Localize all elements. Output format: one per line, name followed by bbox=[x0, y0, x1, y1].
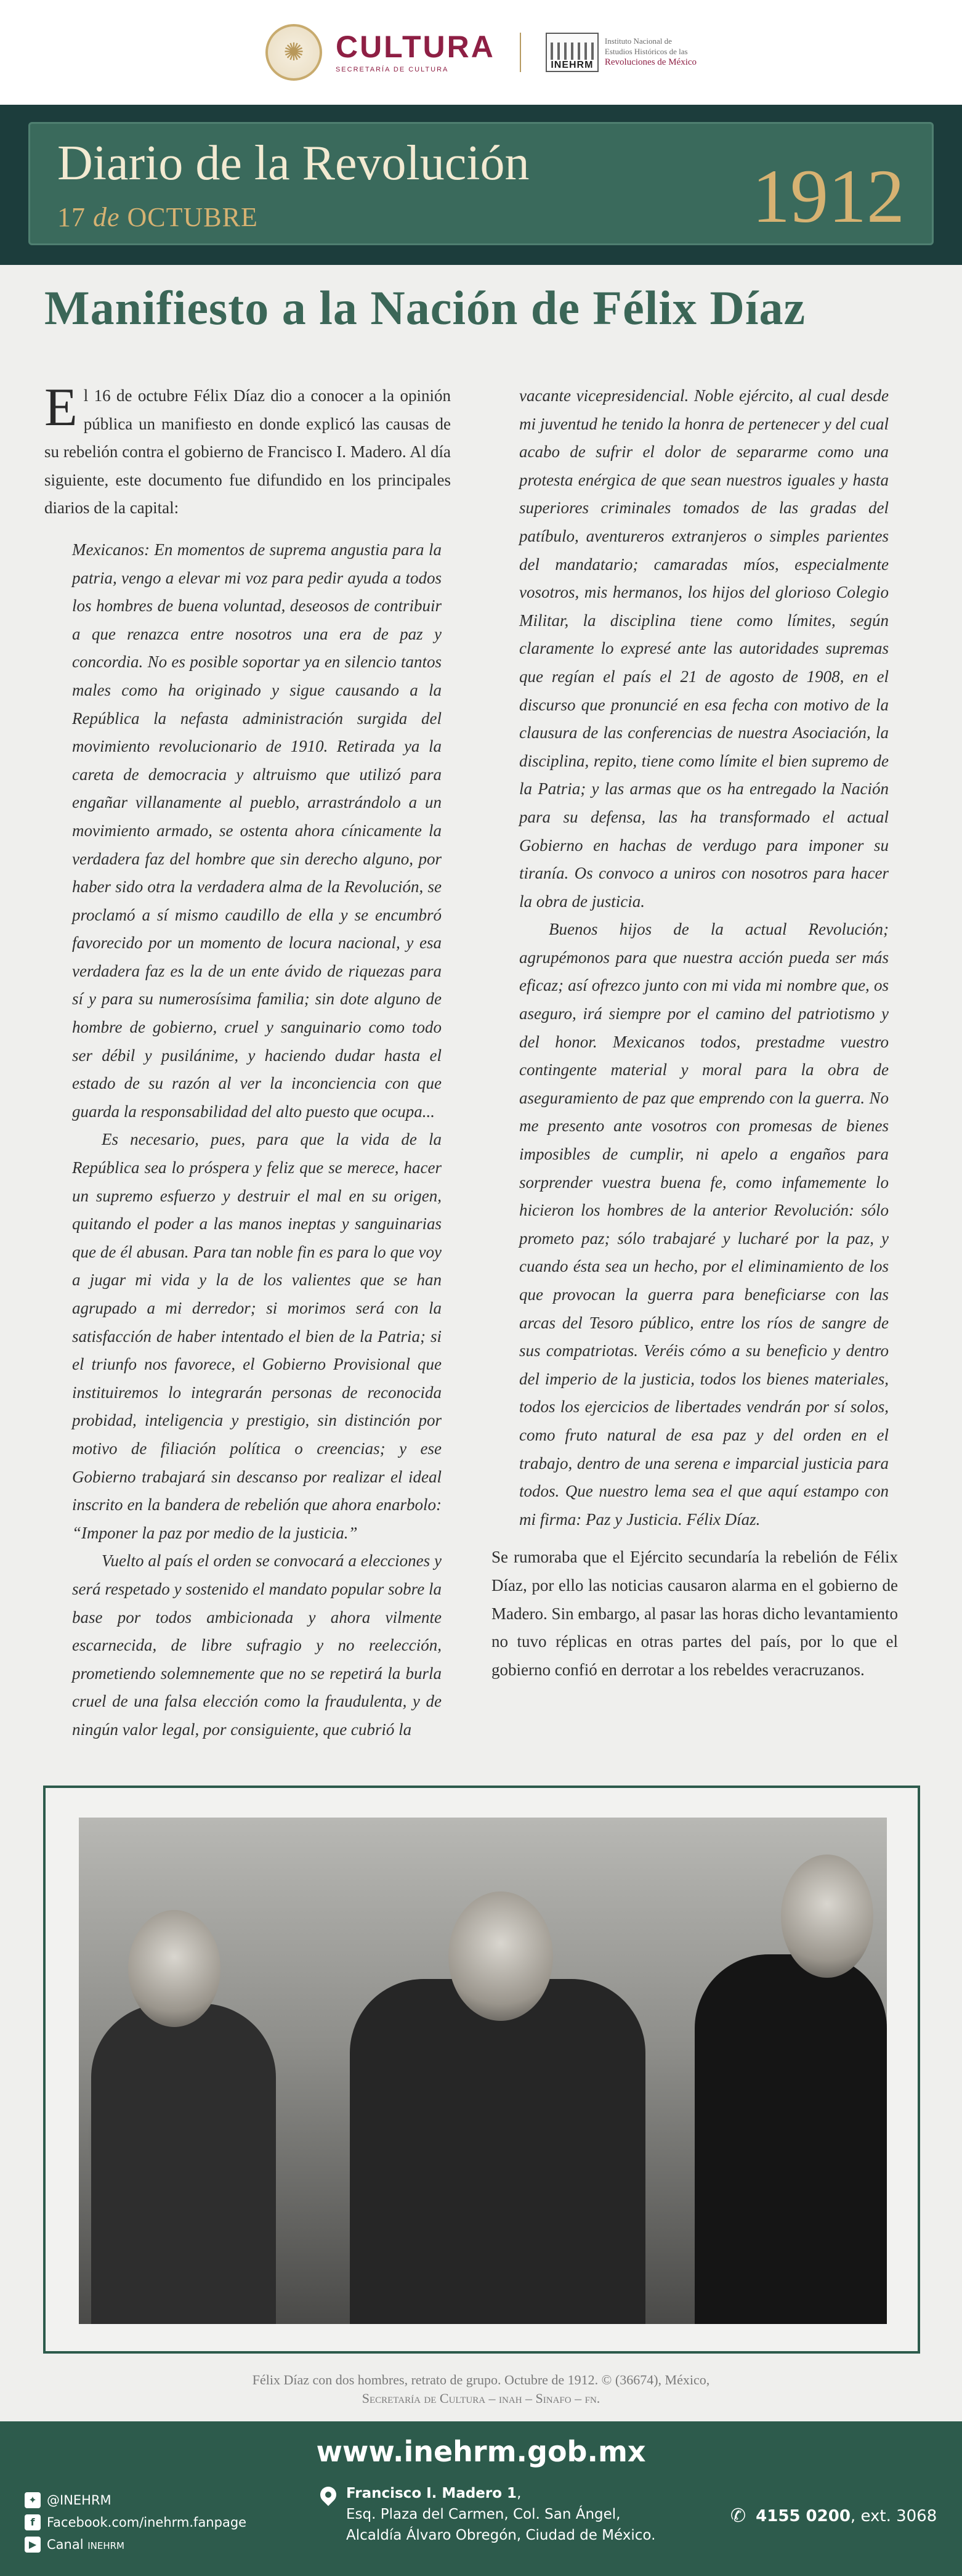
article-column-left bbox=[44, 378, 451, 1744]
quote-paragraph: Buenos hijos de la actual Revolución; agrupémonos para que nuestra acción pueda ser más eficaz; así ofrezco junto con mi vida mi nombre que, os aseguro, irá siempre por el camino del patriotismo y del honor. Mexicanos todos, prestadme vuestro contingente material y moral para la obra de aseguramiento de paz que emprendo con la guerra. No me presento ante vosotros con promesas de bienes imposibles de cumplir, ni apelo a engaños para sorprender vuestra buena fe, como infamemente lo hicieron los hombres de la anterior Revolución: sólo prometo paz; sólo trabajaré y lucharé por la paz, y cuando ésta sea un hecho, por el eliminamiento de los que provocan la guerra para beneficiarse con las arcas del Tesoro público, entre los ríos de sangre de sus compatriotas. Veréis cómo a su beneficio y dentro del imperio de la justicia, todos los bienes materiales, todos los ejercicios de libertades vendrán por sí solos, como fruto natural de esa paz y del orden en el trabajo, dentro de una serena e imparcial justicia para todos. Que nuestro lema sea el que aquí estampo con mi firma: Paz y Justicia. Félix Díaz. bbox=[519, 920, 889, 1529]
drop-cap: E bbox=[44, 378, 78, 437]
logo-bar bbox=[0, 0, 962, 105]
phone-extension: , ext. 3068 bbox=[850, 2506, 937, 2525]
phone-icon: ✆ bbox=[730, 2505, 746, 2527]
youtube-name: inehrm bbox=[87, 2537, 124, 2552]
diario-title: Diario de la Revolución bbox=[57, 136, 530, 190]
inehrm-line3: Revoluciones de México bbox=[604, 57, 697, 67]
address-line3: Alcaldía Álvaro Obregón, Ciudad de México. bbox=[346, 2527, 656, 2543]
inehrm-logo[interactable] bbox=[546, 33, 697, 72]
photo-head-left bbox=[128, 1910, 220, 2027]
building-icon bbox=[546, 33, 599, 72]
quote-paragraph: vacante vicepresidencial. Noble ejército, al cual desde mi juventud he tenido la honra de pertenecer y del cual acabo de sufrir el dolor de separarme como una protesta enérgica de que sean nuestros iguales y hasta superiores criminales tomados de las gradas del patíbulo, aventureros extranjeros o simples parientes del mandatario; camaradas míos, especialmente vosotros, mis hermanos, los hijos del glorioso Colegio Militar, la disciplina tiene como límites, según claramente lo expresé ante las autoridades supremas que regían el país el 21 de agosto de 1908, en el discurso que pronuncié en esa fecha con motivo de la clausura de las conferencias de nuestra Asociación, la disciplina, repito, tiene como límite el bien supremo de la Patria; y las armas que os ha entregado la Nación para su defensa, las ha transformado el actual Gobierno en hachas de verdugo para imponer su tiranía. Os convoco a uniros con nosotros para hacer la obra de justicia. bbox=[519, 386, 889, 911]
facebook-icon: f bbox=[25, 2514, 41, 2530]
photo-head-right bbox=[781, 1855, 873, 1978]
date-line bbox=[57, 201, 258, 233]
youtube-icon: ▶ bbox=[25, 2537, 41, 2553]
manifesto-quote-right bbox=[491, 382, 898, 1534]
photo-person-center bbox=[350, 1979, 645, 2324]
address-text: Francisco I. Madero 1, Esq. Plaza del Carmen, Col. San Ángel, Alcaldía Álvaro Obregón, Ciudad de México. bbox=[346, 2483, 655, 2546]
quote-paragraph: Es necesario, pues, para que la vida de la República sea lo próspera y feliz que se merece, hacer un supremo esfuerzo y destruir el mal en su origen, quitando el poder a las manos ineptas y sanguinarias que de él abusan. Para tan noble fin es para lo que voy a jugar mi vida y la de los valientes que se han agrupado a mi derredor; si morimos será con la satisfacción de haber intentado el bien de la Patria; si el triunfo nos favorece, el Gobierno Provisional que instituiremos lo integrarán personas de reconocida probidad, inteligencia y prestigio, sin distinción por motivo de filiación política o creencias; y ese Gobierno trabajará sin descanso por realizar el ideal inscrito en la bandera de rebelión que ahora enarbolo: “Imponer la paz por medio de la justicia.” bbox=[72, 1130, 442, 1542]
footer bbox=[0, 2421, 962, 2576]
cultura-name: CULTURA bbox=[335, 30, 495, 64]
address-block bbox=[320, 2483, 655, 2546]
cultura-logo[interactable] bbox=[265, 24, 495, 81]
phone-number: 4155 0200 bbox=[756, 2506, 851, 2525]
facebook-link[interactable] bbox=[25, 2511, 246, 2533]
twitter-link[interactable] bbox=[25, 2489, 246, 2511]
intro-paragraph bbox=[44, 378, 451, 522]
year: 1912 bbox=[752, 154, 905, 238]
photo-person-left bbox=[91, 2004, 276, 2324]
logo-divider bbox=[520, 33, 521, 72]
cultura-subtitle: SECRETARÍA DE CULTURA bbox=[335, 66, 449, 73]
header-banner bbox=[0, 105, 962, 265]
address-street: Francisco I. Madero 1 bbox=[346, 2485, 517, 2501]
date-de: de bbox=[93, 202, 120, 232]
inehrm-name: INEHRM bbox=[547, 60, 597, 71]
date-day: 17 bbox=[57, 202, 86, 232]
date-month: OCTUBRE bbox=[127, 202, 258, 232]
caption-line2: Secretaría de Cultura – inah – Sinafo – fn. bbox=[362, 2391, 600, 2406]
caption-line1: Félix Díaz con dos hombres, retrato de grupo. Octubre de 1912. © (36674), México, bbox=[252, 2372, 710, 2387]
building-columns bbox=[551, 43, 594, 60]
twitter-icon: ✦ bbox=[25, 2492, 41, 2508]
cultura-wordmark bbox=[336, 31, 495, 73]
social-links bbox=[25, 2489, 246, 2556]
inehrm-line2: Estudios Históricos de las bbox=[604, 46, 688, 56]
photo-caption bbox=[0, 2371, 962, 2408]
photo-head-center bbox=[448, 1891, 553, 2021]
article-column-right bbox=[491, 382, 898, 1684]
inehrm-fullname bbox=[605, 36, 697, 68]
closing-paragraph: Se rumoraba que el Ejército secundaría la rebelión de Félix Díaz, por ello las noticias causaron alarma en el gobierno de Madero. Sin embargo, al pasar las horas dicho levantamiento no tuvo réplicas en otras partes del país, por lo que el gobierno confió en derrotar a los rebeldes veracruzanos. bbox=[491, 1548, 898, 1679]
historic-photo[interactable] bbox=[79, 1818, 887, 2324]
quote-paragraph: Mexicanos: En momentos de suprema angustia para la patria, vengo a elevar mi voz para pedir ayuda a todos los hombres de buena voluntad, deseosos de contribuir a que renazca entre nosotros una era de paz y concordia. No es posible soportar ya en silencio tantos males como ha originado y sigue causando a la República la nefasta administración surgida del movimiento revolucionario de 1910. Retirada ya la careta de democracia y altruismo que utilizó para engañar villanamente al pueblo, arrastrándolo a un movimiento armado, se ostenta ahora cínicamente la verdadera faz del hombre que sin derecho alguno, por haber sido otra la verdadera alma de la Revolución, se proclamó a sí mismo caudillo de ella y se encumbró favorecido por un momento de locura nacional, y esa verdadera faz es la de un ente ávido de riquezas para sí y para su numerosísima familia; sin dote alguno de hombre de gobierno, cruel y sanguinario como todo ser débil y pusilánime, y haciendo dudar hasta el estado de su razón al ver la inconciencia con que guarda la responsabilidad del alto puesto que ocupa... bbox=[72, 540, 442, 1121]
youtube-prefix: Canal bbox=[47, 2537, 84, 2552]
header-panel bbox=[28, 122, 934, 245]
website-link[interactable]: www.inehrm.gob.mx bbox=[316, 2435, 646, 2468]
intro-text: l 16 de octubre Félix Díaz dio a conocer a la opinión pública un manifiesto en donde explicó las causas de su rebelión contra el gobierno de Francisco I. Madero. Al día siguiente, este documento fue difundido en los principales diarios de la capital: bbox=[44, 386, 451, 518]
article-headline: Manifiesto a la Nación de Félix Díaz bbox=[44, 281, 806, 335]
photo-person-right bbox=[695, 1954, 887, 2324]
manifesto-quote-left bbox=[44, 536, 451, 1744]
facebook-url: Facebook.com/inehrm.fanpage bbox=[47, 2515, 247, 2530]
youtube-link[interactable] bbox=[25, 2533, 246, 2556]
photo-frame bbox=[43, 1786, 920, 2354]
mexico-seal-icon: ✺ bbox=[265, 24, 322, 81]
twitter-handle: @INEHRM bbox=[47, 2493, 111, 2508]
address-line2: Esq. Plaza del Carmen, Col. San Ángel, bbox=[346, 2506, 621, 2522]
inehrm-line1: Instituto Nacional de bbox=[604, 36, 672, 46]
location-pin-icon bbox=[317, 2484, 340, 2506]
quote-paragraph: Vuelto al país el orden se convocará a elecciones y será respetado y sostenido el mandato popular sobre la base por todos ambicionada y ahora vilmente escarnecida, de libre sufragio y no reelección, prometiendo solemnemente que no se repetirá la burla cruel de una falsa elección como la fraudulenta, y de ningún valor legal, por consiguiente, que cubrió la bbox=[72, 1551, 442, 1739]
phone-block[interactable] bbox=[730, 2505, 937, 2527]
